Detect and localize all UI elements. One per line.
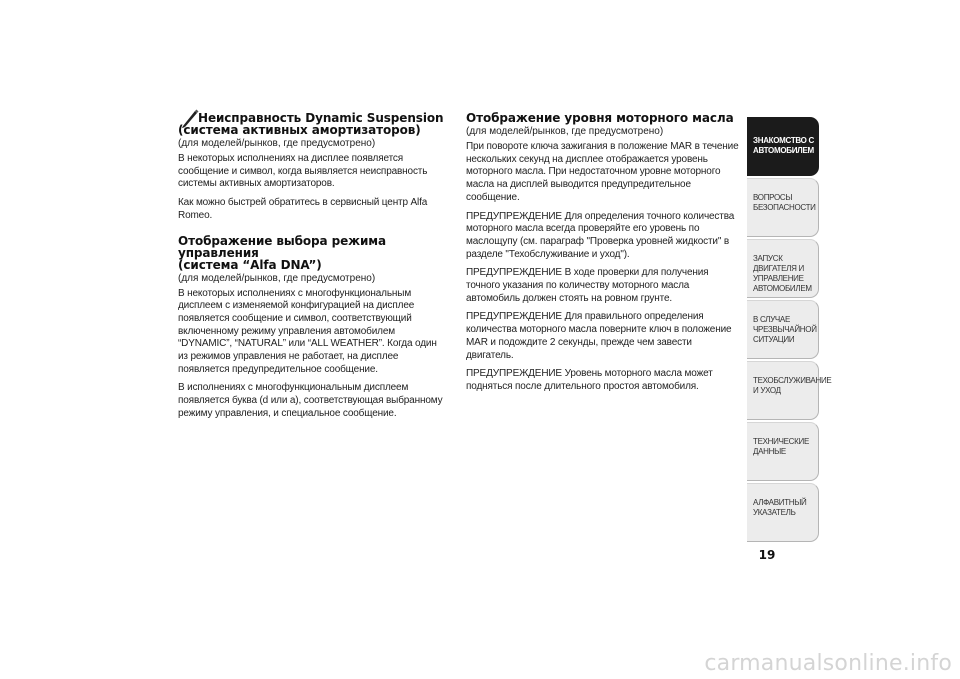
tab-starting-driving[interactable]: ЗАПУСК ДВИГАТЕЛЯ И УПРАВЛЕНИЕ АВТОМОБИЛЕМ [747,239,819,298]
warning-paragraph: ПРЕДУПРЕЖДЕНИЕ Уровень моторного масла может подняться после длительного простоя автомобиля. [466,368,713,392]
paragraph: В некоторых исполнениях с многофункциональным дисплеем с изменяемой конфигурацией на дисплее появляется сообщение и символ, соответствующий включенному режиму управления автомобилем “DYNAMIC”, “NATURAL” или “ALL WEATHER”. Когда один из режимов управления не работает, на дисплее появляется предупредительное сообщение. [178,287,437,375]
tab-safety[interactable]: ВОПРОСЫ БЕЗОПАСНОСТИ [747,178,819,237]
warning-paragraph: ПРЕДУПРЕЖДЕНИЕ Для правильного определения количества моторного масла поверните ключ в положение MAR и подождите 2 секунды, прежде чем завести двигатель. [466,311,732,361]
section-title-dynamic-suspension: Неисправность Dynamic Suspension (система активных амортизаторов) [178,111,444,137]
page-number: 19 [758,548,776,562]
section-title-oil-level: Отображение уровня моторного масла [466,111,734,125]
tab-index[interactable]: АЛФАВИТНЫЙ УКАЗАТЕЛЬ [747,483,819,542]
watermark: carmanualsonline.info [704,651,952,676]
tab-vehicle-intro[interactable]: ЗНАКОМСТВО С АВТОМОБИЛЕМ [747,117,819,176]
availability-note: (для моделей/рынков, где предусмотрено) [466,126,664,137]
paragraph: В исполнениях с многофункциональным дисплеем появляется буква (d или a), соответствующая выбранному режиму управления, и специальное сообщение. [178,382,443,419]
warning-paragraph: ПРЕДУПРЕЖДЕНИЕ Для определения точного количества моторного масла всегда проверяйте его уровень по маслощупу (см. параграф "Проверка уровней жидкости" в разделе "Техобслуживание и уход"). [466,210,735,260]
left-column [178,112,446,427]
paragraph: Как можно быстрей обратитесь в сервисный центр Alfa Romeo. [178,197,428,221]
paragraph: При повороте ключа зажигания в положение MAR в течение нескольких секунд на дисплее отображается уровень моторного масла. При недостаточном уровне моторного масла на дисплей выводится предупредительное сообщение. [466,141,739,203]
availability-note: (для моделей/рынков, где предусмотрено) [178,272,376,284]
chapter-tabs [747,117,832,544]
tab-emergency[interactable]: В СЛУЧАЕ ЧРЕЗВЫЧАЙНОЙ СИТУАЦИИ [747,300,819,359]
tab-maintenance[interactable]: ТЕХОБСЛУЖИВАНИЕ И УХОД [747,361,819,420]
availability-note: (для моделей/рынков, где предусмотрено) [178,138,376,149]
tab-technical-data[interactable]: ТЕХНИЧЕСКИЕ ДАННЫЕ [747,422,819,481]
paragraph: В некоторых исполнениях на дисплее появляется сообщение и символ, когда выявляется неисправность системы активных амортизаторов. [178,153,428,190]
right-column [466,112,740,400]
section-title-drive-mode: Отображение выбора режима управления (система “Alfa DNA”) [178,233,386,272]
warning-paragraph: ПРЕДУПРЕЖДЕНИЕ В ходе проверки для получения точного указания по количеству моторного масла автомобиль должен стоять на ровном грунте. [466,267,709,304]
